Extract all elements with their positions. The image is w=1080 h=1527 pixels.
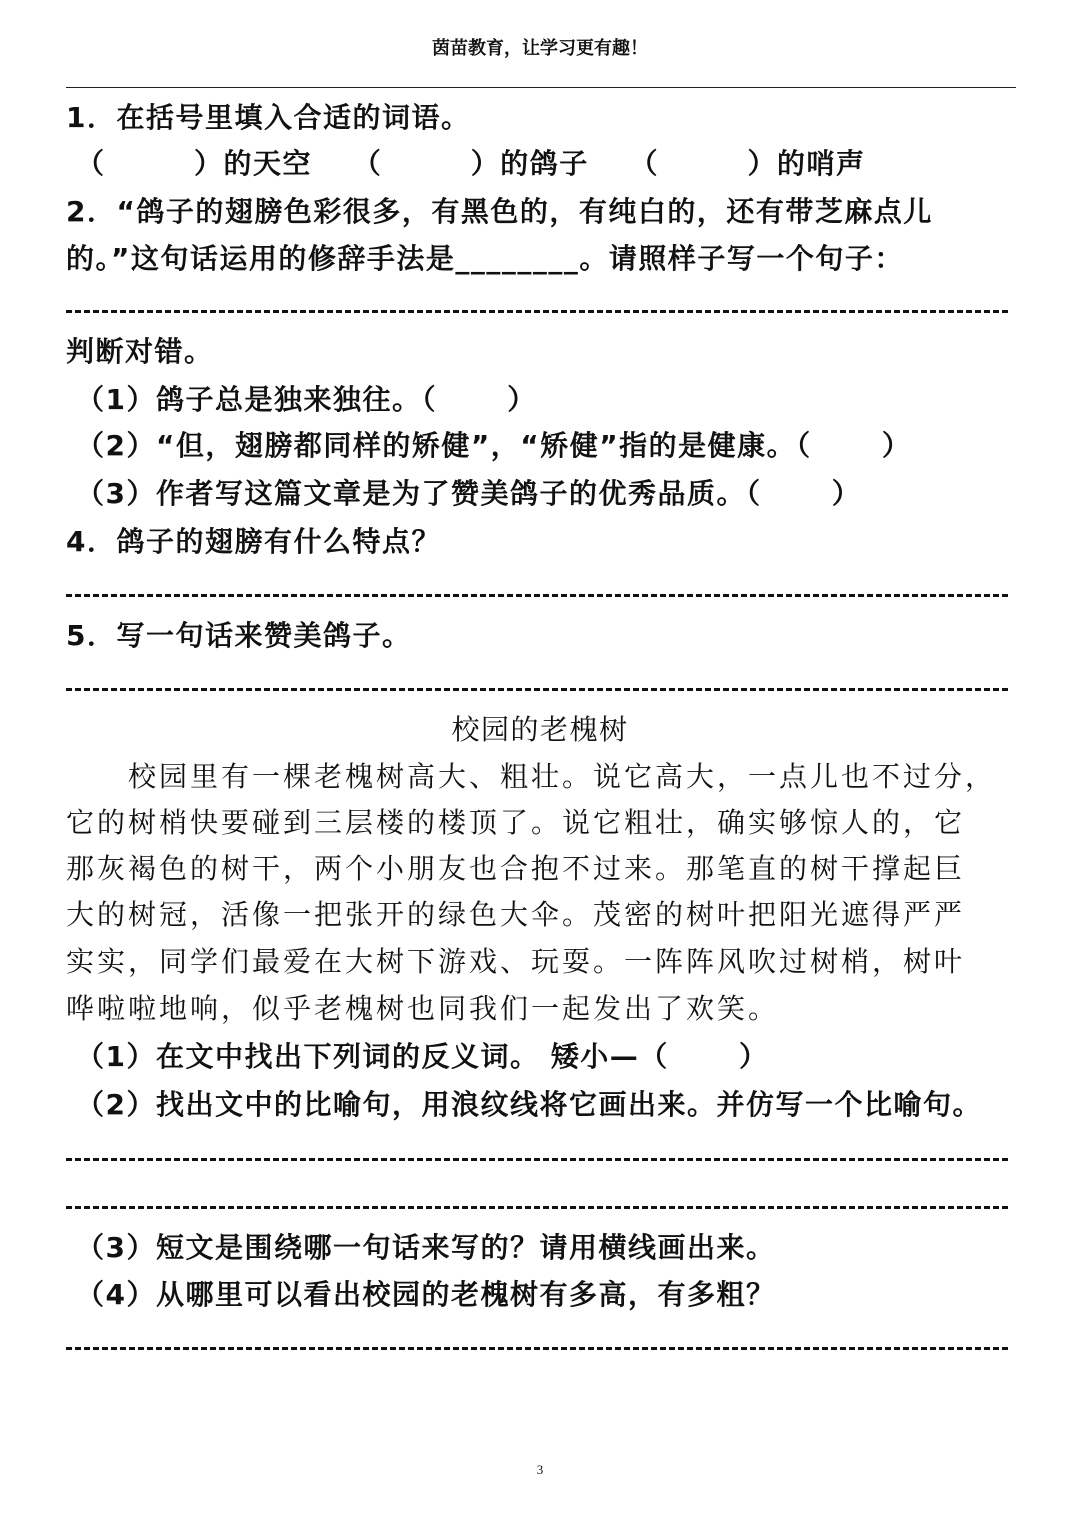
page-header: 茵苗教育，让学习更有趣！ [432, 38, 648, 59]
answer-line [66, 310, 1008, 313]
question-2-line-2: 的。”这句话运用的修辞手法是________。请照样子写一个句子： [66, 242, 904, 275]
question-3-3: （3）作者写这篇文章是为了赞美鸽子的优秀品质。（ ） [76, 477, 862, 510]
question-5: 5．写一句话来赞美鸽子。 [66, 619, 412, 652]
answer-line [66, 688, 1008, 691]
question-1: 1．在括号里填入合适的词语。 [66, 101, 471, 134]
passage-line: 它的树梢快要碰到三层楼的楼顶了。说它粗壮，确实够惊人的，它 [66, 806, 966, 839]
passage-question-4: （4）从哪里可以看出校园的老槐树有多高，有多粗？ [76, 1278, 776, 1311]
answer-line [66, 1206, 1008, 1209]
passage-line: 大的树冠，活像一把张开的绿色大伞。茂密的树叶把阳光遮得严严 [66, 898, 966, 931]
question-3: 判断对错。 [66, 335, 214, 368]
passage-question-1: （1）在文中找出下列词的反义词。 矮小—（ ） [76, 1040, 769, 1073]
question-3-1: （1）鸽子总是独来独往。（ ） [76, 383, 537, 416]
header-divider [66, 87, 1016, 88]
passage-title: 校园的老槐树 [451, 713, 629, 746]
question-3-2: （2）“但，翅膀都同样的矫健”，“矫健”指的是健康。（ ） [76, 429, 912, 462]
answer-line [66, 1158, 1008, 1161]
question-1-blanks: （ ）的天空 （ ）的鸽子 （ ）的哨声 [76, 147, 866, 180]
passage-line: 实实，同学们最爱在大树下游戏、玩耍。一阵阵风吹过树梢，树叶 [66, 945, 966, 978]
passage-line: 那灰褐色的树干，两个小朋友也合抱不过来。那笔直的树干撑起巨 [66, 852, 966, 885]
question-2-line-1: 2．“鸽子的翅膀色彩很多，有黑色的，有纯白的，还有带芝麻点儿 [66, 195, 933, 228]
passage-line: 哗啦啦地响，似乎老槐树也同我们一起发出了欢笑。 [66, 992, 780, 1025]
passage-question-3: （3）短文是围绕哪一句话来写的？请用横线画出来。 [76, 1231, 776, 1264]
answer-line [66, 1347, 1008, 1350]
passage-question-2: （2）找出文中的比喻句，用浪纹线将它画出来。并仿写一个比喻句。 [76, 1088, 982, 1121]
passage-line: 校园里有一棵老槐树高大、粗壮。说它高大，一点儿也不过分， [66, 760, 997, 793]
page-number: 3 [536, 1462, 544, 1477]
question-4: 4．鸽子的翅膀有什么特点？ [66, 525, 441, 558]
answer-line [66, 594, 1008, 597]
